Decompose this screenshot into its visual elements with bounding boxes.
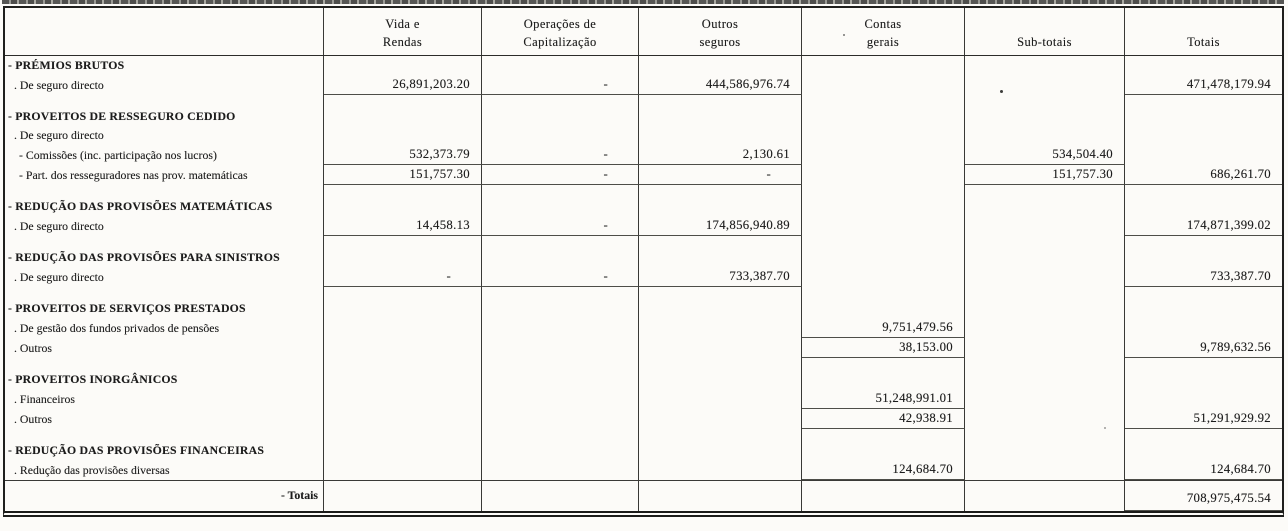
cell-vida-e-rendas xyxy=(324,409,482,429)
cell-contas-gerais: 38,153.00 xyxy=(802,338,965,358)
cell-vida-e-rendas xyxy=(324,481,482,511)
cell-outros-seguros: 174,856,940.89 xyxy=(639,216,802,236)
cell-outros-seguros xyxy=(639,185,802,216)
cell-operacoes xyxy=(482,409,639,429)
row-label: . De seguro directo xyxy=(5,267,324,287)
cell-totais xyxy=(1125,185,1282,216)
table-row xyxy=(5,216,1282,236)
cell-outros-seguros xyxy=(639,95,802,126)
cell-outros-seguros xyxy=(639,409,802,429)
section-label: - REDUÇÃO DAS PROVISÕES PARA SINISTROS xyxy=(5,236,324,267)
cell-totais xyxy=(1125,145,1282,165)
table-row xyxy=(5,126,1282,145)
cell-totais xyxy=(1125,287,1282,318)
cell-contas-gerais: 42,938.91 xyxy=(802,409,965,429)
cell-sub-totais xyxy=(965,236,1125,267)
cell-sub-totais xyxy=(965,287,1125,318)
col-header-vida-e-rendas: Vida e Rendas xyxy=(324,8,482,55)
cell-outros-seguros xyxy=(639,287,802,318)
col-header-sub-totais: Sub-totais xyxy=(965,8,1125,55)
cell-sub-totais: 151,757.30 xyxy=(965,165,1125,185)
cell-outros-seguros xyxy=(639,318,802,338)
cell-vida-e-rendas xyxy=(324,287,482,318)
cell-contas-gerais xyxy=(802,287,965,318)
cell-vida-e-rendas xyxy=(324,236,482,267)
cell-contas-gerais xyxy=(802,358,965,389)
cell-outros-seguros xyxy=(639,481,802,511)
cell-operacoes: - xyxy=(482,145,639,165)
col-header-contas-gerais: Contas gerais xyxy=(802,8,965,55)
cell-vida-e-rendas xyxy=(324,338,482,358)
cell-operacoes xyxy=(482,236,639,267)
cell-sub-totais xyxy=(965,216,1125,236)
section-row xyxy=(5,56,1282,75)
cell-vida-e-rendas xyxy=(324,389,482,409)
table-row xyxy=(5,318,1282,338)
cell-totais xyxy=(1125,56,1282,75)
financial-table xyxy=(3,6,1284,517)
table-row xyxy=(5,267,1282,287)
cell-sub-totais xyxy=(965,338,1125,358)
cell-sub-totais xyxy=(965,56,1125,75)
cell-operacoes xyxy=(482,56,639,75)
cell-outros-seguros xyxy=(639,56,802,75)
cell-operacoes: - xyxy=(482,267,639,287)
cell-contas-gerais xyxy=(802,216,965,236)
cell-vida-e-rendas: 151,757.30 xyxy=(324,165,482,185)
cell-totais xyxy=(1125,358,1282,389)
cell-vida-e-rendas: 14,458.13 xyxy=(324,216,482,236)
section-label: - PROVEITOS DE RESSEGURO CEDIDO xyxy=(5,95,324,126)
table-row xyxy=(5,75,1282,95)
cell-vida-e-rendas xyxy=(324,460,482,480)
cell-totais xyxy=(1125,389,1282,409)
cell-contas-gerais xyxy=(802,126,965,145)
cell-vida-e-rendas xyxy=(324,429,482,460)
section-label: - REDUÇÃO DAS PROVISÕES FINANCEIRAS xyxy=(5,429,324,460)
cell-sub-totais xyxy=(965,460,1125,480)
cell-outros-seguros: 2,130.61 xyxy=(639,145,802,165)
cell-operacoes: - xyxy=(482,216,639,236)
cell-contas-gerais: 9,751,479.56 xyxy=(802,318,965,338)
cell-outros-seguros: - xyxy=(639,165,802,185)
cell-totais: 733,387.70 xyxy=(1125,267,1282,287)
cell-outros-seguros xyxy=(639,389,802,409)
section-row xyxy=(5,429,1282,460)
row-label: - Comissões (inc. participação nos lucros) xyxy=(5,145,324,165)
cell-totais: 51,291,929.92 xyxy=(1125,409,1282,429)
col-header-operacoes-capitalizacao: Operações de Capitalização xyxy=(482,8,639,55)
cell-sub-totais: 534,504.40 xyxy=(965,145,1125,165)
cell-contas-gerais xyxy=(802,236,965,267)
cell-sub-totais xyxy=(965,429,1125,460)
cell-totais: 708,975,475.54 xyxy=(1125,481,1282,511)
cell-totais: 9,789,632.56 xyxy=(1125,338,1282,358)
cell-contas-gerais xyxy=(802,185,965,216)
table-row xyxy=(5,460,1282,480)
col-header-row-labels xyxy=(5,8,324,55)
cell-sub-totais xyxy=(965,389,1125,409)
section-label: - PROVEITOS INORGÂNICOS xyxy=(5,358,324,389)
cell-outros-seguros: 444,586,976.74 xyxy=(639,75,802,95)
cell-sub-totais xyxy=(965,75,1125,95)
row-label: . De seguro directo xyxy=(5,216,324,236)
cell-operacoes: - xyxy=(482,165,639,185)
cell-totais xyxy=(1125,236,1282,267)
row-label: . De seguro directo xyxy=(5,126,324,145)
cell-operacoes xyxy=(482,338,639,358)
cell-operacoes: - xyxy=(482,75,639,95)
cell-contas-gerais xyxy=(802,75,965,95)
cell-sub-totais xyxy=(965,358,1125,389)
row-label: - Part. dos resseguradores nas prov. matemáticas xyxy=(5,165,324,185)
cell-contas-gerais xyxy=(802,267,965,287)
section-row xyxy=(5,236,1282,267)
cell-totais xyxy=(1125,429,1282,460)
cell-contas-gerais xyxy=(802,429,965,460)
cell-contas-gerais xyxy=(802,56,965,75)
cell-sub-totais xyxy=(965,267,1125,287)
table-row xyxy=(5,145,1282,165)
section-label: - REDUÇÃO DAS PROVISÕES MATEMÁTICAS xyxy=(5,185,324,216)
cell-operacoes xyxy=(482,460,639,480)
cell-contas-gerais xyxy=(802,165,965,185)
cell-vida-e-rendas: 26,891,203.20 xyxy=(324,75,482,95)
cell-vida-e-rendas: - xyxy=(324,267,482,287)
row-label: . De seguro directo xyxy=(5,75,324,95)
col-header-totais: Totais xyxy=(1187,34,1220,49)
section-label: - PROVEITOS DE SERVIÇOS PRESTADOS xyxy=(5,287,324,318)
section-row xyxy=(5,287,1282,318)
cell-vida-e-rendas xyxy=(324,56,482,75)
cell-totais: 471,478,179.94 xyxy=(1125,75,1282,95)
cell-vida-e-rendas xyxy=(324,358,482,389)
cell-operacoes xyxy=(482,185,639,216)
table-row xyxy=(5,409,1282,429)
cell-outros-seguros xyxy=(639,429,802,460)
cell-totais xyxy=(1125,318,1282,338)
cell-sub-totais xyxy=(965,318,1125,338)
section-row xyxy=(5,358,1282,389)
row-label: . Outros xyxy=(5,409,324,429)
section-row xyxy=(5,185,1282,216)
cell-operacoes xyxy=(482,358,639,389)
cell-outros-seguros xyxy=(639,126,802,145)
scan-edge-artifact xyxy=(2,0,1284,4)
cell-totais: 124,684.70 xyxy=(1125,460,1282,480)
row-label: . Financeiros xyxy=(5,389,324,409)
table-row xyxy=(5,338,1282,358)
cell-contas-gerais: 51,248,991.01 xyxy=(802,389,965,409)
cell-operacoes xyxy=(482,95,639,126)
cell-contas-gerais xyxy=(802,95,965,126)
cell-sub-totais xyxy=(965,95,1125,126)
cell-operacoes xyxy=(482,481,639,511)
totals-label: - Totais xyxy=(5,481,324,511)
cell-sub-totais xyxy=(965,185,1125,216)
cell-sub-totais xyxy=(965,409,1125,429)
cell-operacoes xyxy=(482,429,639,460)
cell-outros-seguros: 733,387.70 xyxy=(639,267,802,287)
cell-operacoes xyxy=(482,287,639,318)
cell-vida-e-rendas xyxy=(324,318,482,338)
cell-vida-e-rendas: 532,373.79 xyxy=(324,145,482,165)
cell-contas-gerais xyxy=(802,481,965,511)
cell-totais: 686,261.70 xyxy=(1125,165,1282,185)
row-label: . De gestão dos fundos privados de pensões xyxy=(5,318,324,338)
cell-vida-e-rendas xyxy=(324,95,482,126)
col-header-outros-seguros: Outros seguros xyxy=(639,8,802,55)
cell-vida-e-rendas xyxy=(324,185,482,216)
cell-operacoes xyxy=(482,126,639,145)
row-label: . Redução das provisões diversas xyxy=(5,460,324,480)
totals-row xyxy=(5,480,1282,511)
cell-contas-gerais: 124,684.70 xyxy=(802,460,965,480)
table-row xyxy=(5,165,1282,185)
section-label: - PRÉMIOS BRUTOS xyxy=(5,56,324,75)
table-header-row xyxy=(5,8,1282,56)
section-row xyxy=(5,95,1282,126)
row-label: . Outros xyxy=(5,338,324,358)
cell-operacoes xyxy=(482,318,639,338)
table-row xyxy=(5,389,1282,409)
cell-outros-seguros xyxy=(639,358,802,389)
cell-vida-e-rendas xyxy=(324,126,482,145)
cell-sub-totais xyxy=(965,126,1125,145)
cell-totais xyxy=(1125,126,1282,145)
cell-contas-gerais xyxy=(802,145,965,165)
cell-totais: 174,871,399.02 xyxy=(1125,216,1282,236)
cell-operacoes xyxy=(482,389,639,409)
cell-outros-seguros xyxy=(639,236,802,267)
cell-totais xyxy=(1125,95,1282,126)
cell-outros-seguros xyxy=(639,338,802,358)
cell-outros-seguros xyxy=(639,460,802,480)
cell-sub-totais xyxy=(965,481,1125,511)
